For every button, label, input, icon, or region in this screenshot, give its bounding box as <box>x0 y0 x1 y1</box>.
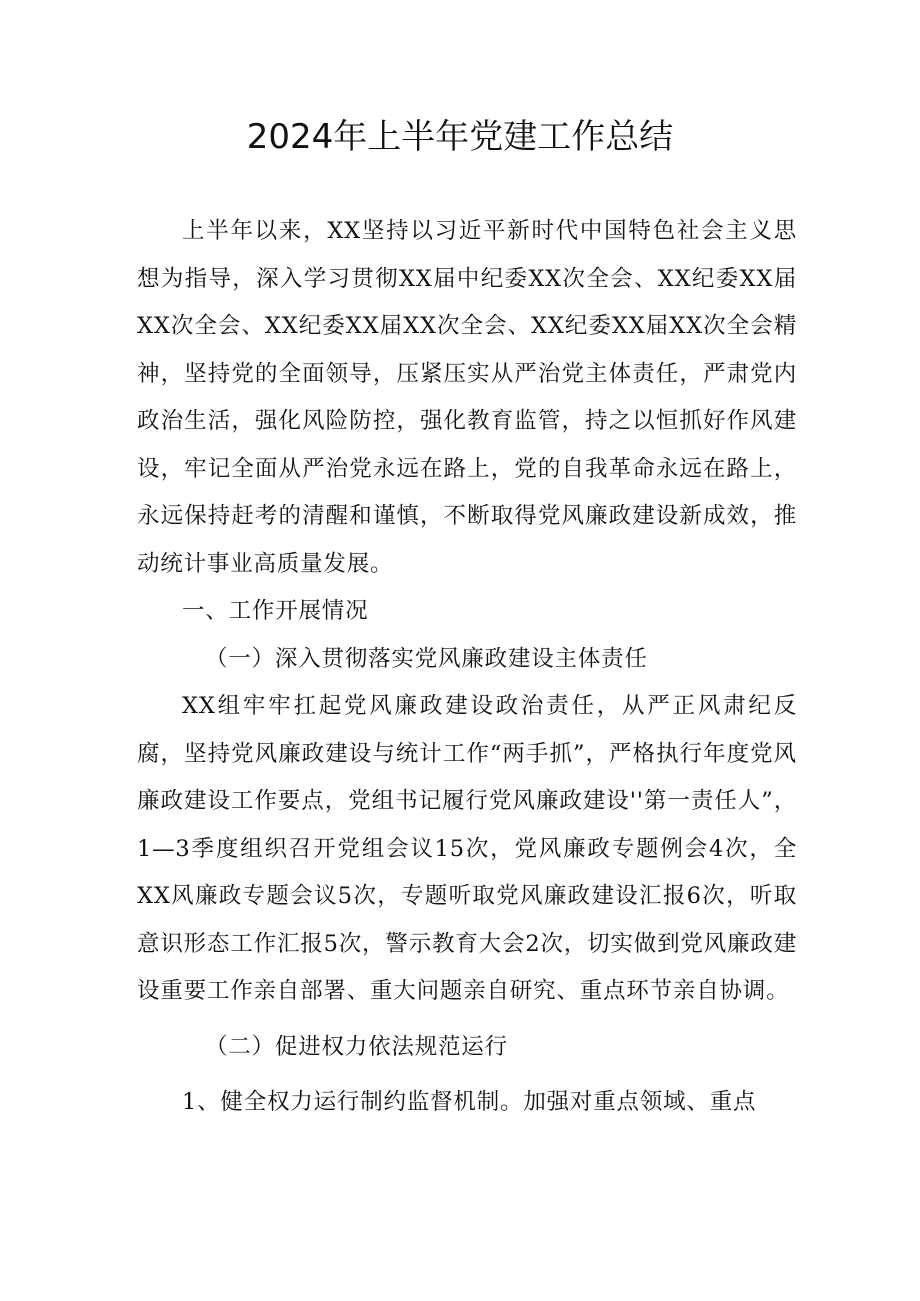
document-body <box>137 208 797 1127</box>
subsection-heading-responsibility: （一）深入贯彻落实党风廉政建设主体责任 <box>205 645 648 672</box>
supervision-mechanism-paragraph: 1、健全权力运行制约监督机制。加强对重点领域、重点 <box>182 1089 757 1115</box>
responsibility-paragraph: XX组牢牢扛起党风廉政建设政治责任，从严正风肃纪反腐，坚持党风廉政建设与统计工作“两手抓”，严格执行年度党风廉政建设工作要点，党组书记履行党风廉政建设''第一责任人”，1—3季度组织召开党组会议15次，党风廉政专题例会4次，全XX风廉政专题会议5次，专题听取党风廉政建设汇报6次，听取意识形态工作汇报5次，警示教育大会2次，切实做到党风廉政建设重要工作亲自部署、重大问题亲自研究、重点环节亲自协调。 <box>137 693 797 1004</box>
document-title: 2024年上半年党建工作总结 <box>246 117 674 157</box>
intro-paragraph: 上半年以来，XX坚持以习近平新时代中国特色社会主义思想为指导，深入学习贯彻XX届中纪委XX次全会、XX纪委XX届XX次全会、XX纪委XX届XX次全会、XX纪委XX届XX次全会精神，坚持党的全面领导，压紧压实从严治党主体责任，严肃党内政治生活，强化风险防控，强化教育监管，持之以恒抓好作风建设，牢记全面从严治党永远在路上，党的自我革命永远在路上，永远保持赶考的清醒和谨慎，不断取得党风廉政建设新成效，推动统计事业高质量发展。 <box>137 218 797 577</box>
subsection-heading-power-operation: （二）促进权力依法规范运行 <box>205 1033 508 1060</box>
section-heading-work-status: 一、工作开展情况 <box>182 598 369 624</box>
